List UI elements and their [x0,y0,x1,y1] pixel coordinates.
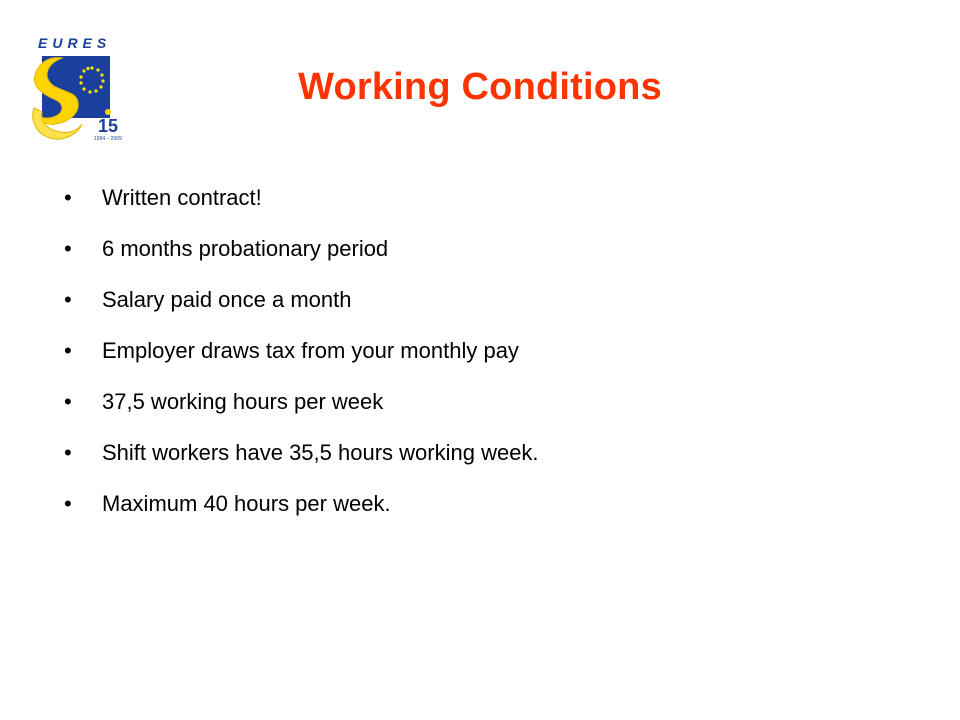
bullet-dot: • [64,287,72,312]
bullet-text: Salary paid once a month [102,287,352,312]
bullet-dot: • [64,236,72,261]
slide-title: Working Conditions [298,66,662,108]
bullet-dot: • [64,185,72,210]
bullet-text: Shift workers have 35,5 hours working week. [102,440,539,465]
bullet-text: Maximum 40 hours per week. [102,491,391,516]
bullet-dot: • [64,389,72,414]
anniversary-leaf-icon [105,109,111,115]
bullet-dot: • [64,440,72,465]
bullet-dot: • [64,491,72,516]
anniversary-years: 1994 – 2009 [94,136,122,142]
bullet-text: 37,5 working hours per week [102,389,384,414]
bullet-text: Written contract! [102,185,262,210]
bullet-text: 6 months probationary period [102,236,389,261]
eures-wordmark: EURES [38,35,112,51]
bullet-text: Employer draws tax from your monthly pay [102,338,519,363]
anniversary-number: 15 [98,116,119,136]
bullet-dot: • [64,338,72,363]
